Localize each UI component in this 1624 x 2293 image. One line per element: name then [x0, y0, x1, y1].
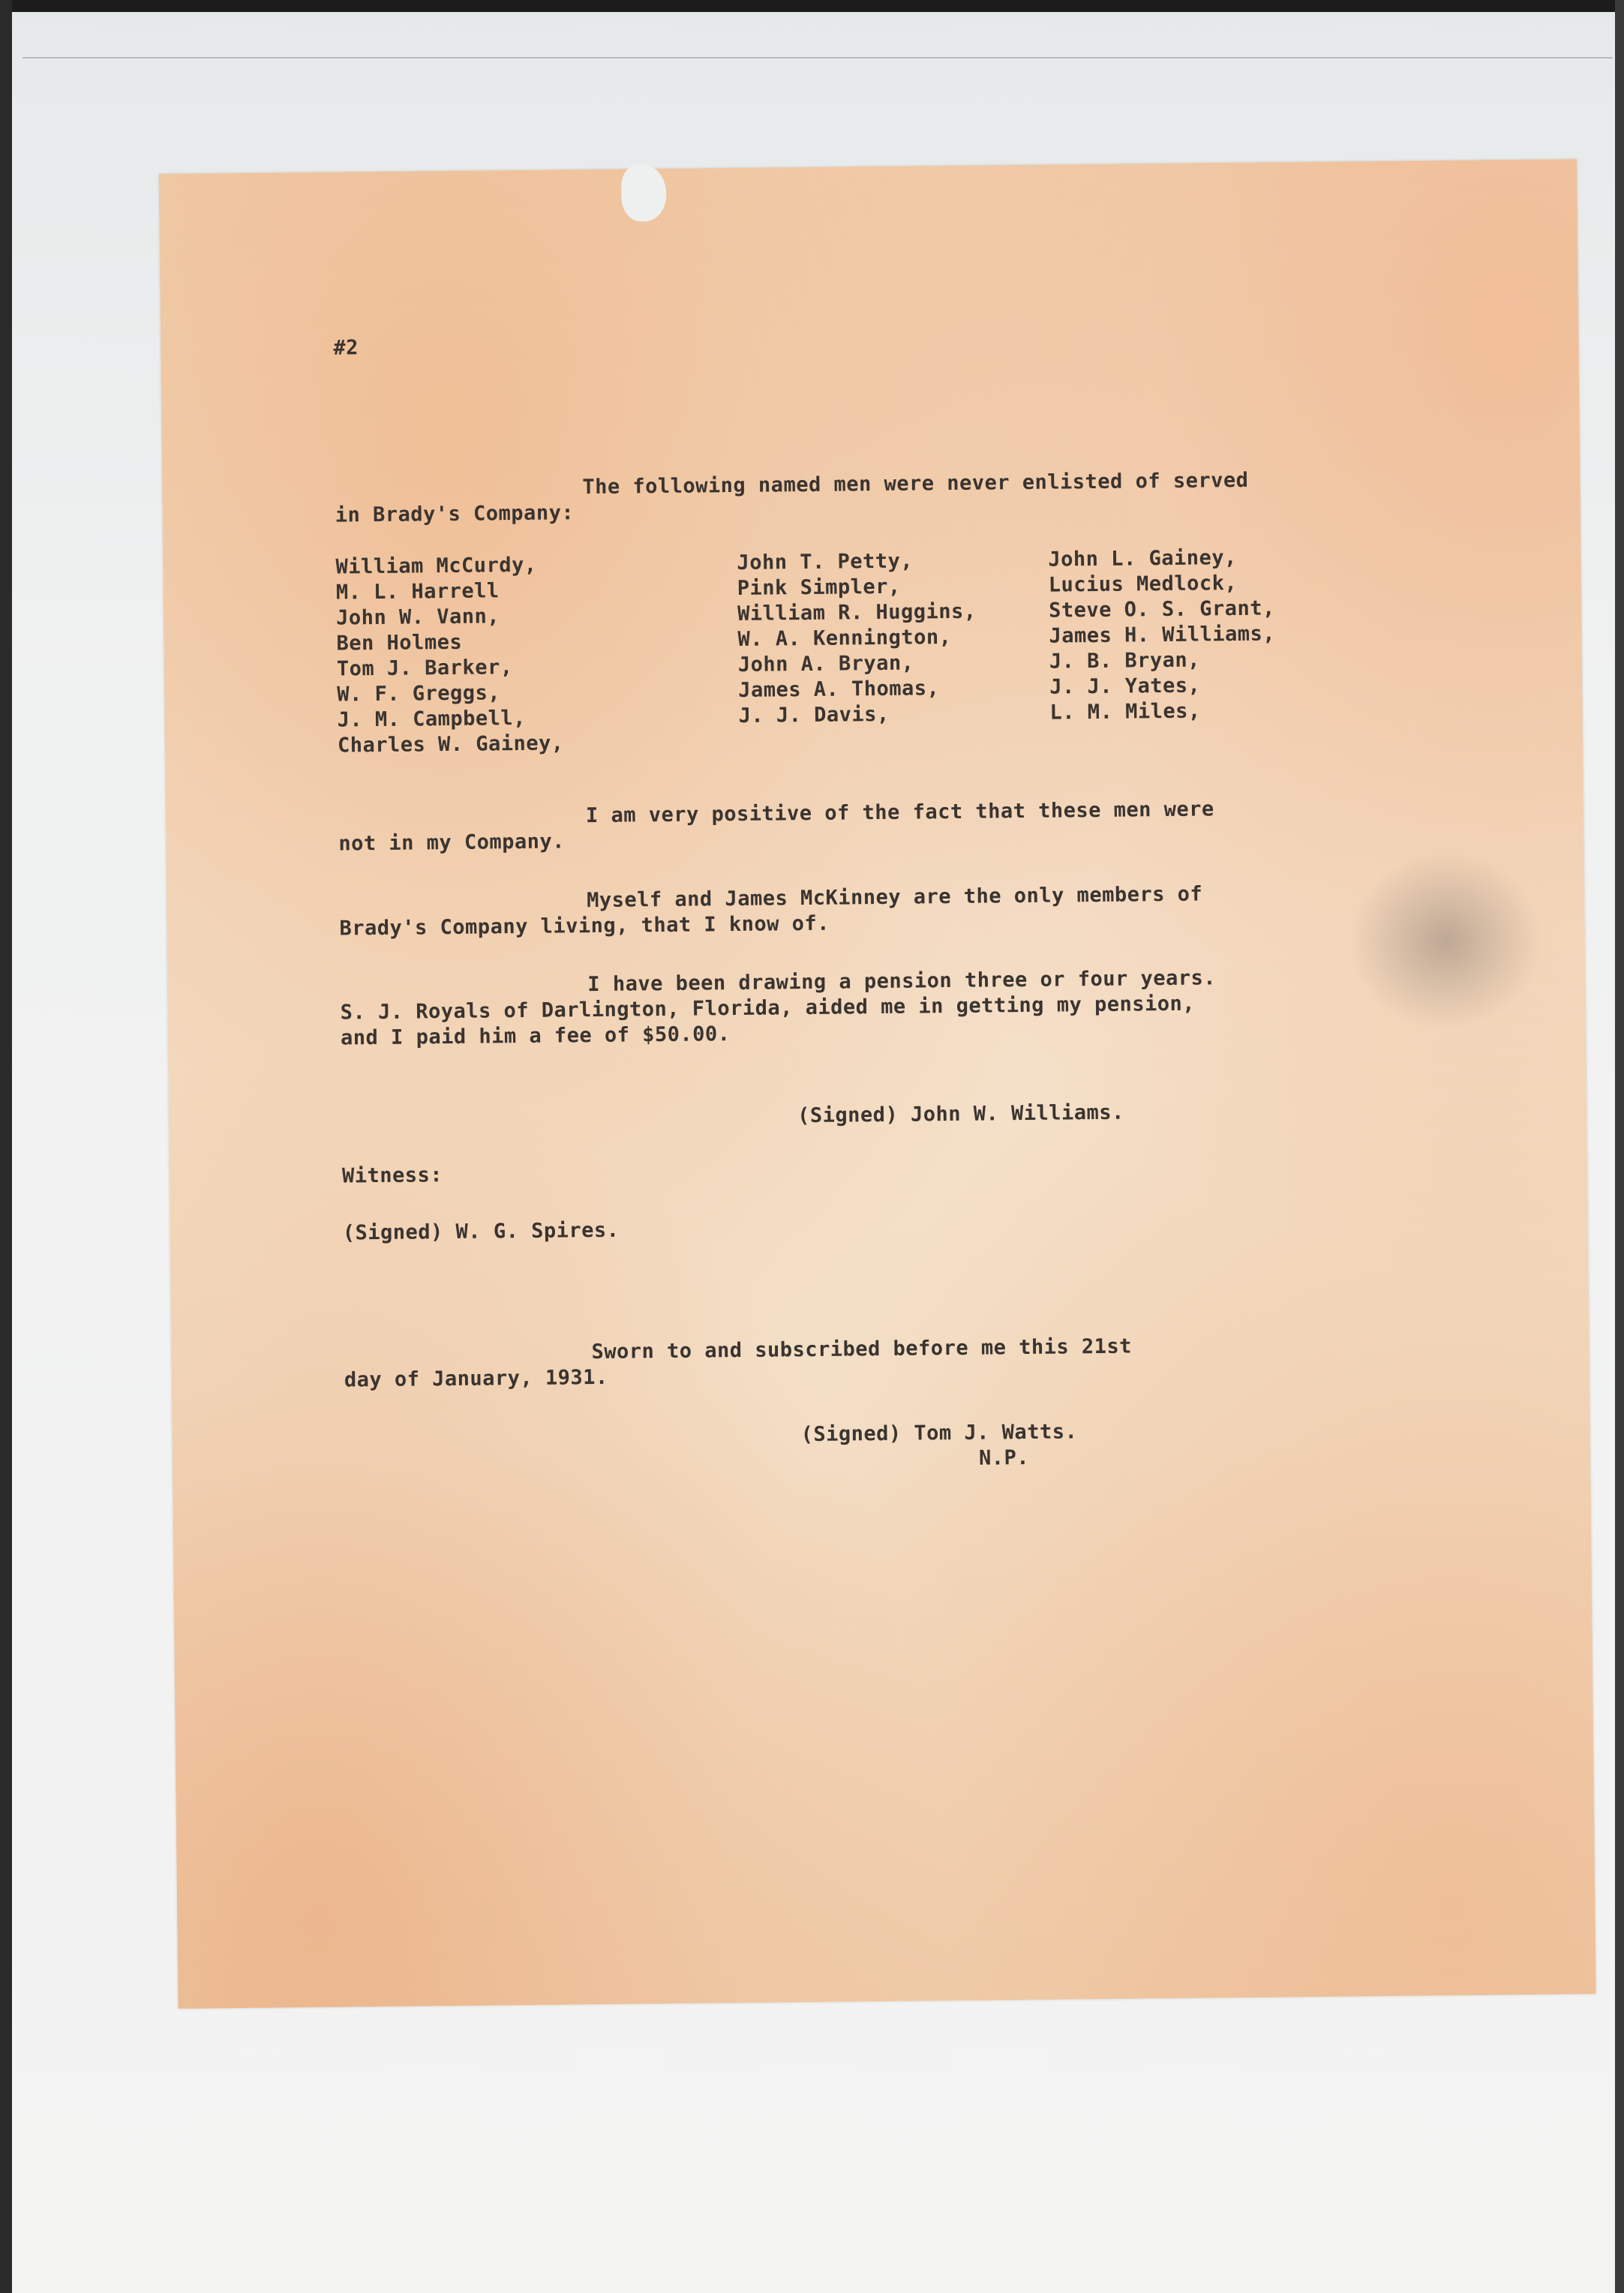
- paragraph-1-line-2: not in my Company.: [338, 830, 566, 856]
- name-entry: John L. Gainey,: [1048, 545, 1237, 572]
- name-entry: John W. Vann,: [336, 605, 500, 630]
- paragraph-3-line-1: I have been drawing a pension three or four years.: [587, 966, 1217, 997]
- witness-signature: (Signed) W. G. Spires.: [342, 1218, 620, 1245]
- sworn-line-2: day of January, 1931.: [344, 1365, 608, 1392]
- name-entry: James A. Thomas,: [738, 677, 940, 702]
- scanner-bed-edge: [23, 57, 1613, 59]
- name-entry: Tom J. Barker,: [336, 656, 513, 681]
- name-entry: L. M. Miles,: [1049, 699, 1201, 725]
- name-entry: John T. Petty,: [737, 549, 914, 575]
- sworn-line-1: Sworn to and subscribed before me this 21st: [591, 1334, 1133, 1364]
- name-entry: Charles W. Gainey,: [337, 731, 564, 758]
- paragraph-1-line-1: I am very positive of the fact that these men were: [585, 797, 1214, 828]
- name-entry: J. J. Davis,: [738, 702, 890, 728]
- name-entry: J. B. Bryan,: [1049, 648, 1201, 674]
- scanner-left-edge: [0, 0, 12, 2293]
- signature-line: (Signed) John W. Williams.: [797, 1100, 1124, 1128]
- name-entry: W. A. Kennington,: [737, 625, 952, 651]
- name-entry: J. M. Campbell,: [337, 706, 527, 732]
- page-number: #2: [333, 336, 359, 360]
- document-page: [159, 159, 1596, 2009]
- paragraph-2-line-2: Brady's Company living, that I know of.: [339, 911, 830, 941]
- name-entry: J. J. Yates,: [1049, 674, 1201, 699]
- name-entry: Pink Simpler,: [737, 575, 901, 600]
- name-entry: M. L. Harrell: [335, 579, 500, 605]
- notary-signature: (Signed) Tom J. Watts.: [800, 1420, 1078, 1447]
- name-entry: Steve O. S. Grant,: [1048, 596, 1275, 623]
- paragraph-2-line-1: Myself and James McKinney are the only members of: [587, 882, 1203, 913]
- names-column-1: [335, 552, 563, 758]
- name-entry: Ben Holmes: [336, 630, 463, 656]
- name-entry: John A. Bryan,: [737, 651, 914, 677]
- names-column-2: [737, 548, 977, 729]
- paper-tear: [621, 164, 667, 222]
- witness-label: Witness:: [341, 1163, 443, 1188]
- scanner-top-edge: [0, 0, 1624, 12]
- name-entry: William R. Huggins,: [737, 599, 977, 626]
- intro-line-2: in Brady's Company:: [335, 501, 575, 527]
- name-entry: William McCurdy,: [335, 553, 537, 579]
- intro-line-1: The following named men were never enlisted of served: [582, 468, 1249, 500]
- notary-title: N.P.: [978, 1445, 1030, 1470]
- paragraph-3-line-2: S. J. Royals of Darlington, Florida, aided me in getting my pension,: [340, 992, 1196, 1025]
- name-entry: Lucius Medlock,: [1048, 571, 1238, 597]
- name-entry: W. F. Greggs,: [337, 681, 501, 707]
- name-entry: James H. Williams,: [1049, 622, 1276, 648]
- names-column-3: [1048, 545, 1276, 725]
- ink-smudge: [1348, 850, 1544, 1032]
- scanner-right-edge: [1615, 0, 1624, 2293]
- paragraph-3-line-3: and I paid him a fee of $50.00.: [340, 1022, 731, 1050]
